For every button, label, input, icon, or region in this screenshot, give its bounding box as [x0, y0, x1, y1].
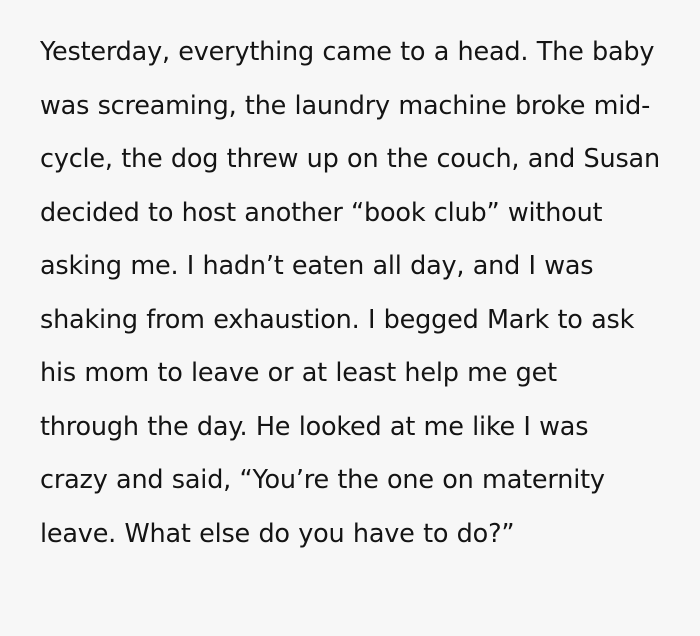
story-paragraph: Yesterday, everything came to a head. The baby was screaming, the laundry machine broke mid-cycle, the dog threw up on the couch, and Susan decided to host another “book club” without asking me. I hadn’t eaten all day, and I was shaking from exhaustion. I begged Mark to ask his mom to leave or at least help me get through the day. He looked at me like I was crazy and said, “You’re the one on maternity leave. What else do you have to do?” [40, 37, 660, 549]
